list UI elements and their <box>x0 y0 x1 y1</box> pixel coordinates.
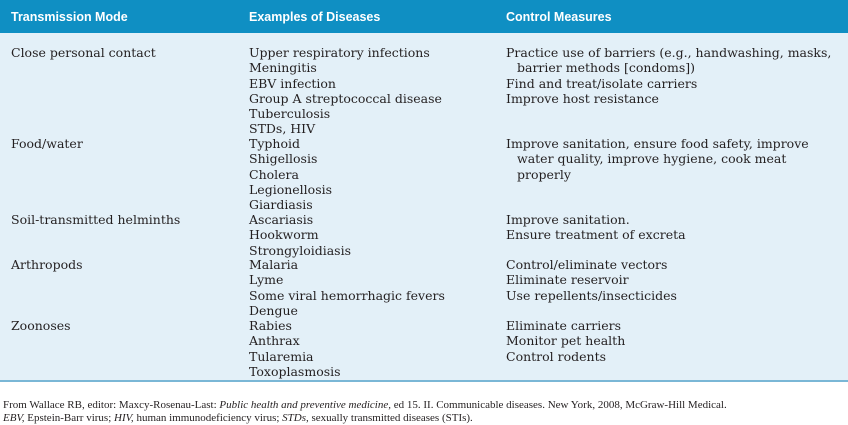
cell-text: Use repellents/insecticides <box>506 287 677 303</box>
cell-text: Food/water <box>11 136 83 151</box>
control-measures-cell <box>506 45 841 106</box>
cell-text: Upper respiratory infections <box>249 45 430 60</box>
cell-text: Lyme <box>249 272 284 288</box>
cell-text: Typhoid <box>249 136 300 151</box>
control-measures-cell <box>506 318 841 364</box>
cell-text: Some viral hemorrhagic fevers <box>249 287 445 303</box>
cell-text: Toxoplasmosis <box>249 363 341 379</box>
source-note: From Wallace RB, editor: Maxcy-Rosenau-Last: Public health and preventive medicine, ed 15. II. Communicable diseases. New York, 2008, McGraw-Hill Medical. <box>3 399 727 411</box>
cell-text: STDs, HIV <box>249 121 316 137</box>
cell-text: Meningitis <box>249 60 317 76</box>
cell-text: Soil-transmitted helminths <box>11 212 181 227</box>
cell-text: Improve sanitation, ensure food safety, improve water quality, improve hygiene, cook meat properly <box>506 136 809 182</box>
cell-text: Zoonoses <box>11 318 71 333</box>
transmission-mode-cell <box>11 318 236 333</box>
diseases-cell <box>249 136 489 212</box>
cell-text: Dengue <box>249 302 298 318</box>
diseases-cell <box>249 257 489 318</box>
cell-text: Eliminate reservoir <box>506 272 629 288</box>
transmission-mode-cell <box>11 45 236 60</box>
header-control-measures: Control Measures <box>506 10 612 24</box>
diseases-cell <box>249 318 489 379</box>
abbreviations-note: EBV, Epstein-Barr virus; HIV, human immunodeficiency virus; STDs, sexually transmitted diseases (STIs). <box>3 412 473 424</box>
cell-text: Tuberculosis <box>249 106 331 122</box>
cell-text: Rabies <box>249 318 292 333</box>
cell-text: Eliminate carriers <box>506 318 622 333</box>
cell-text: Ensure treatment of excreta <box>506 227 686 243</box>
cell-text: Close personal contact <box>11 45 156 60</box>
cell-text: Cholera <box>249 166 299 182</box>
table-bottom-rule <box>0 380 848 382</box>
header-transmission-mode: Transmission Mode <box>11 10 128 24</box>
cell-text: Group A streptococcal disease <box>249 90 442 106</box>
cell-text: Giardiasis <box>249 197 313 213</box>
cell-text: Shigellosis <box>249 151 318 167</box>
cell-text: Tularemia <box>249 348 314 364</box>
cell-text: Control rodents <box>506 348 607 364</box>
diseases-cell <box>249 212 489 258</box>
transmission-mode-cell <box>11 136 236 151</box>
cell-text: Practice use of barriers (e.g., handwashing, masks, barrier methods [condoms]) <box>506 45 832 76</box>
header-examples-of-diseases: Examples of Diseases <box>249 10 381 24</box>
control-measures-cell <box>506 136 841 182</box>
cell-text: Monitor pet health <box>506 333 626 349</box>
cell-text: EBV infection <box>249 75 336 91</box>
cell-text: Improve host resistance <box>506 90 659 106</box>
cell-text: Strongyloidiasis <box>249 242 352 258</box>
cell-text: Malaria <box>249 257 299 272</box>
cell-text: Arthropods <box>11 257 83 272</box>
diseases-cell <box>249 45 489 137</box>
transmission-mode-cell <box>11 257 236 272</box>
cell-text: Legionellosis <box>249 181 333 197</box>
cell-text: Control/eliminate vectors <box>506 257 668 272</box>
cell-text: Find and treat/isolate carriers <box>506 75 698 91</box>
control-measures-cell <box>506 212 841 243</box>
cell-text: Hookworm <box>249 227 319 243</box>
cell-text: Improve sanitation. <box>506 212 630 227</box>
cell-text: Ascariasis <box>249 212 314 227</box>
table-body <box>0 33 848 382</box>
control-measures-cell <box>506 257 841 303</box>
transmission-mode-cell <box>11 212 236 227</box>
table-header <box>0 0 848 33</box>
cell-text: Anthrax <box>249 333 300 349</box>
